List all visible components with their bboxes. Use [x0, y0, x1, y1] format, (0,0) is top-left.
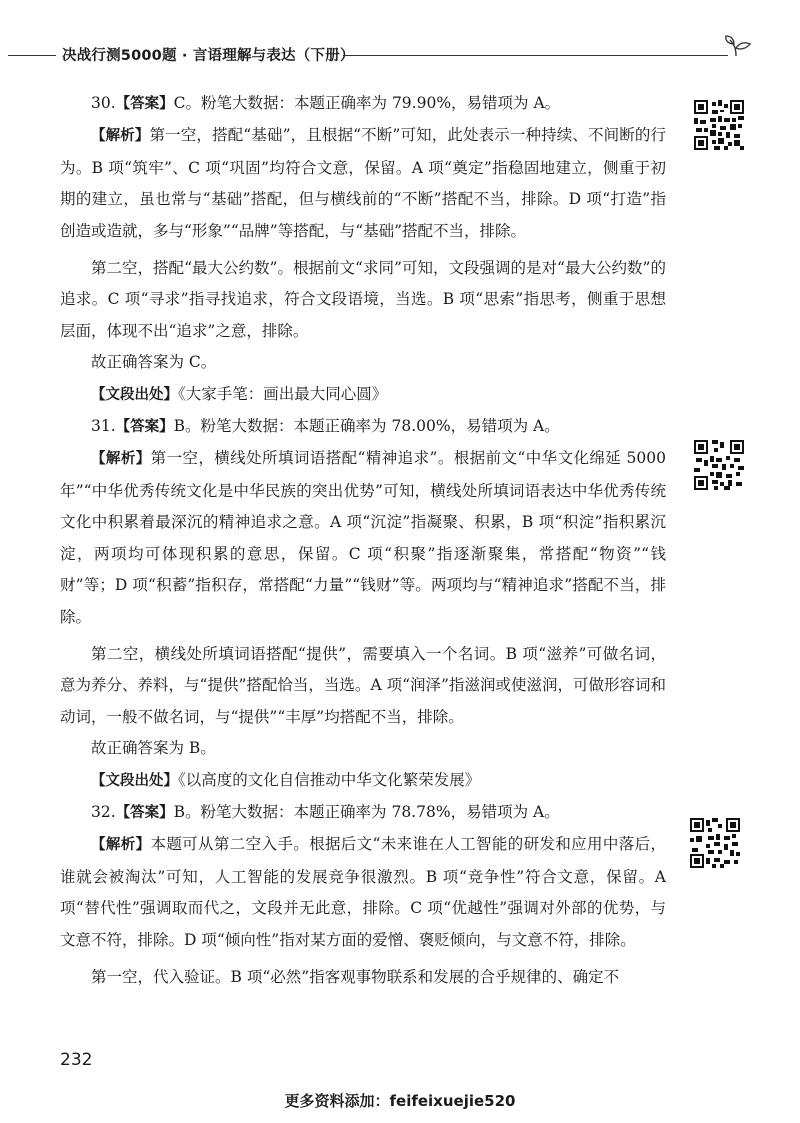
answer-tag: 【答案】: [115, 96, 174, 112]
book-title: 决战行测5000题 · 言语理解与表达（下册）: [62, 48, 355, 64]
answer-tag: 【答案】: [115, 804, 174, 821]
analysis-tag: 【解析】: [91, 451, 151, 468]
source-30: 【文段出处】《大家手笔：画出最大同心圆》: [91, 384, 388, 403]
page-body: [60, 88, 666, 993]
qr-code-icon: [694, 440, 744, 490]
analysis-30: 【解析】第一空，搭配“基础”，且根据“不断”可知，此处表示一种持续、不间断的行为。B 项“筑牢”、C 项“巩固”均符合文意，保留。A 项“奠定”指稳固地建立，侧重于初期的建立，虽也常与“基础”搭配，但与横线前的“不断”搭配不当，排除。D 项“打造”指创造或造就，多与“形象”“品牌”等搭配，与“基础”搭配不当，排除。: [60, 126, 667, 240]
analysis-32: 【解析】本题可从第二空入手。根据后文“未来谁在人工智能的研发和应用中落后，谁就会被淘汰”可知，人工智能的发展竞争很激烈。B 项“竞争性”符合文意，保留。A 项“替代性”强调取而代之，文段并无此意，排除。C 项“优越性”强调对外部的优势，与文意不符，排除。D 项“倾向性”指对某方面的爱憎、褒贬倾向，与文意不符，排除。: [60, 835, 666, 949]
analysis-31-blank2: 第二空，横线处所填词语搭配“提供”，需要填入一个名词。B 项“滋养”可做名词，意为养分、养料，与“提供”搭配恰当，当选。A 项“润泽”指滋润或使滋润，可做形容词和动词，一般不做名词，与“提供”“丰厚”均搭配不当，排除。: [60, 644, 666, 726]
running-header: [0, 40, 800, 72]
source-tag: 【文段出处】: [91, 772, 178, 789]
qr-code-icon: [694, 100, 744, 150]
header-rule-right: [343, 55, 728, 56]
answer-tag: 【答案】: [115, 419, 174, 436]
analysis-31: 【解析】第一空，横线处所填词语搭配“精神追求”。根据前文“中华文化绵延 5000 年”“中华优秀传统文化是中华民族的突出优势”可知，横线处所填词语表达中华优秀传统文化中积累着最深沉的精神追求之意。A 项“沉淀”指凝聚、积累，B 项“积淀”指积累沉淀，两项均可体现积累的意思，保留。C 项“积聚”指逐渐聚集，常搭配“物资”“钱财”等；D 项“积蓄”指积存，常搭配“力量”“钱财”等。两项均与“精神追求”搭配不当，排除。: [60, 449, 666, 626]
qr-code-icon: [690, 818, 740, 868]
page-number: 232: [60, 1050, 93, 1070]
conclusion-31: 故正确答案为 B。: [91, 739, 216, 758]
source-31: 【文段出处】《以高度的文化自信推动中华文化繁荣发展》: [91, 770, 481, 789]
conclusion-30: 故正确答案为 C。: [91, 353, 217, 372]
analysis-tag: 【解析】: [91, 128, 150, 145]
analysis-32-blank1: 第一空，代入验证。B 项“必然”指客观事物联系和发展的合乎规律的、确定不: [91, 967, 620, 986]
analysis-30-blank2: 第二空，搭配“最大公约数”。根据前文“求同”可知，文段强调的是对“最大公约数”的追求。C 项“寻求”指寻找追求，符合文段语境，当选。B 项“思索”指思考，侧重于思想层面，体现不出“追求”之意，排除。: [60, 259, 666, 340]
answer-line-32: 32.【答案】B。粉笔大数据：本题正确率为 78.78%，易错项为 A。: [91, 802, 560, 821]
analysis-tag: 【解析】: [91, 837, 151, 854]
answer-line-30: 30.【答案】C。粉笔大数据：本题正确率为 79.90%，易错项为 A。: [91, 94, 561, 112]
source-tag: 【文段出处】: [91, 386, 178, 403]
sprout-icon: [722, 34, 762, 60]
footer-note: 更多资料添加：feifeixuejie520: [284, 1092, 516, 1110]
answer-line-31: 31.【答案】B。粉笔大数据：本题正确率为 78.00%，易错项为 A。: [91, 417, 560, 436]
header-rule-left: [8, 55, 56, 56]
